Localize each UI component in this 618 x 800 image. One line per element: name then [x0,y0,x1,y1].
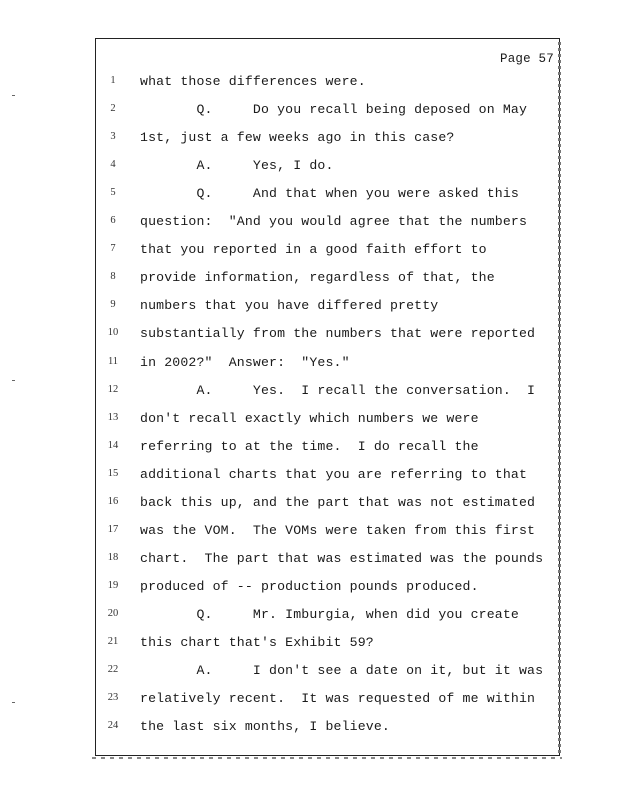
line-number: 18 [107,552,119,563]
transcript-line: that you reported in a good faith effort to [140,242,487,257]
transcript-line: the last six months, I believe. [140,719,390,734]
transcript-line: substantially from the numbers that were reported [140,326,536,341]
transcript-line: produced of -- production pounds produced. [140,579,479,594]
line-number: 23 [107,692,119,703]
scan-bottom-artifact [92,757,562,759]
transcript-line: 1st, just a few weeks ago in this case? [140,130,455,145]
transcript-line: A. I don't see a date on it, but it was [140,663,544,678]
line-number: 21 [107,636,119,647]
transcript-line: provide information, regardless of that, the [140,270,495,285]
transcript-line: referring to at the time. I do recall the [140,439,479,454]
line-number: 5 [110,187,116,198]
transcript-line: A. Yes, I do. [140,158,334,173]
line-number: 22 [107,664,119,675]
transcript-line: question: "And you would agree that the numbers [140,214,528,229]
line-number: 4 [110,159,116,170]
line-number: 3 [110,131,116,142]
transcript-line: don't recall exactly which numbers we were [140,411,479,426]
transcript-line: Q. And that when you were asked this [140,186,519,201]
transcript-line: in 2002?" Answer: "Yes." [140,355,350,370]
transcript-line: A. Yes. I recall the conversation. I [140,383,536,398]
scan-edge-artifact [558,42,561,756]
line-number: 1 [110,75,116,86]
scan-mark [12,380,15,381]
scan-mark [12,95,15,96]
line-number: 20 [107,608,119,619]
line-number: 17 [107,524,119,535]
line-number: 19 [107,580,119,591]
line-number: 14 [107,440,119,451]
line-number: 6 [110,215,116,226]
transcript-line: Q. Do you recall being deposed on May [140,102,528,117]
line-number: 24 [107,720,119,731]
transcript-line: this chart that's Exhibit 59? [140,635,374,650]
line-number: 13 [107,412,119,423]
page-number: Page 57 [500,52,554,66]
line-number: 10 [107,327,119,338]
transcript-line: what those differences were. [140,74,366,89]
line-number: 2 [110,103,116,114]
line-number: 16 [107,496,119,507]
line-number: 11 [107,356,119,367]
scan-mark [12,702,15,703]
transcript-line: Q. Mr. Imburgia, when did you create [140,607,519,622]
transcript-line: was the VOM. The VOMs were taken from this first [140,523,536,538]
line-number: 7 [110,243,116,254]
transcript-line: numbers that you have differed pretty [140,298,439,313]
line-number: 9 [110,299,116,310]
transcript-line: relatively recent. It was requested of me within [140,691,536,706]
line-number: 15 [107,468,119,479]
transcript-line: chart. The part that was estimated was the pounds [140,551,544,566]
line-number: 8 [110,271,116,282]
transcript-line: back this up, and the part that was not estimated [140,495,536,510]
line-number: 12 [107,384,119,395]
transcript-line: additional charts that you are referring to that [140,467,528,482]
